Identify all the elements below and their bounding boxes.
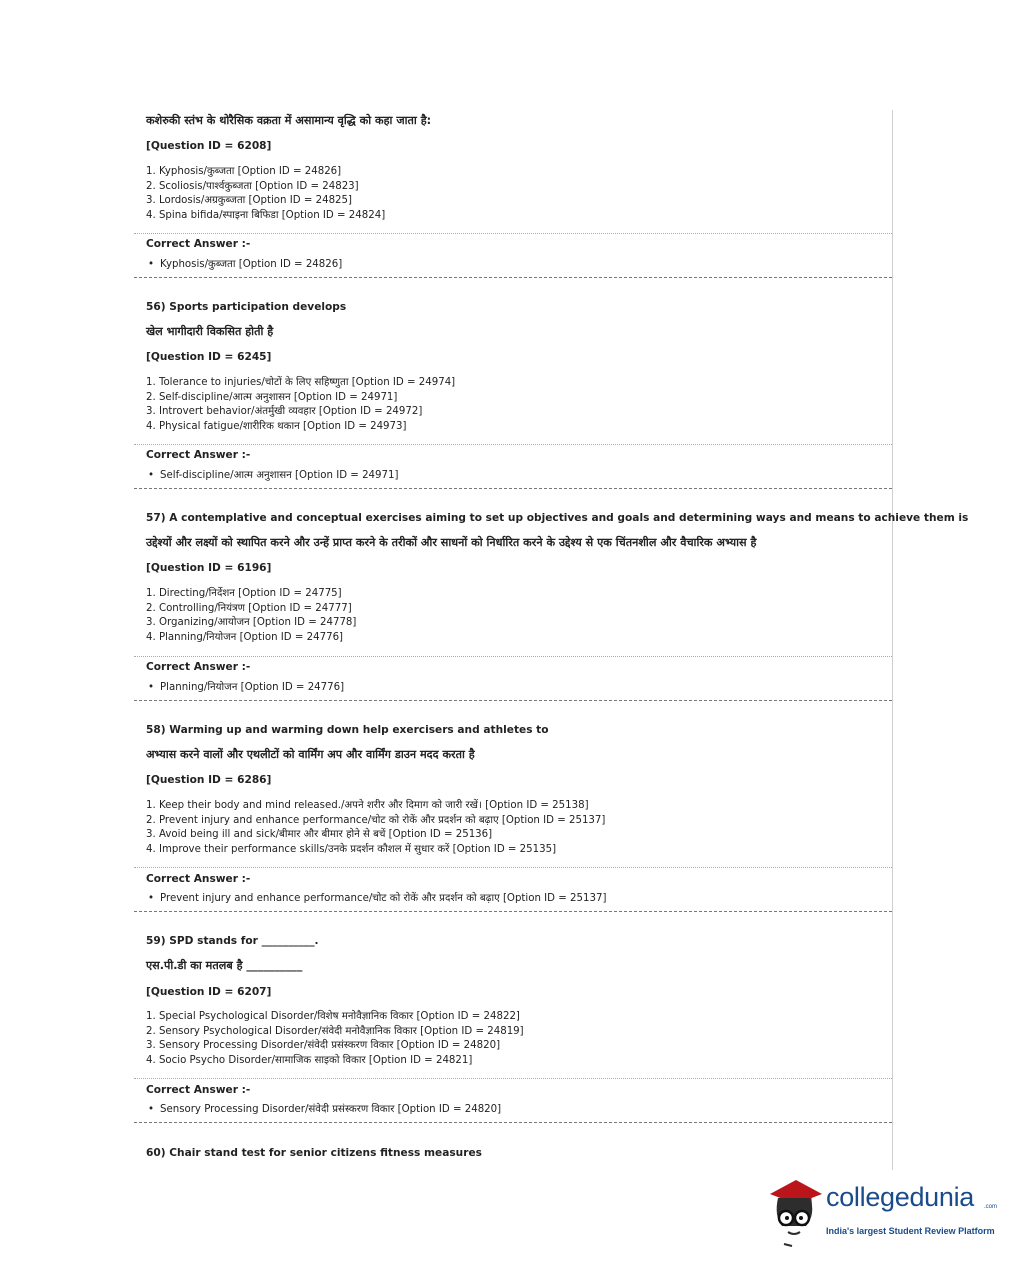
correct-answer: • Self-discipline/आत्म अनुशासन [Option ID = 24971]: [148, 467, 398, 481]
option-3: 3. Organizing/आयोजन [Option ID = 24778]: [146, 617, 357, 629]
correct-answer-label: Correct Answer :-: [146, 661, 251, 673]
question-separator: [134, 911, 892, 912]
question-hindi-text: अभ्यास करने वालों और एथलीटों को वार्मिंग अप और वार्मिंग डाउन मदद करता है: [146, 748, 475, 761]
option-1: 1. Kyphosis/कुब्जता [Option ID = 24826]: [146, 166, 342, 177]
graduate-mascot-icon: [766, 1176, 824, 1248]
option-2: 2. Self-discipline/आत्म अनुशासन [Option ID = 24971]: [146, 391, 398, 403]
option-3: 3. Avoid being ill and sick/बीमार और बीमार होने से बचें [Option ID = 25136]: [146, 829, 493, 841]
option-2: 2. Controlling/नियंत्रण [Option ID = 24777]: [146, 602, 352, 614]
option-4: 4. Planning/नियोजन [Option ID = 24776]: [146, 632, 344, 644]
option-2: 2. Sensory Psychological Disorder/संवेदी मनोवैज्ञानिक विकार [Option ID = 24819]: [146, 1025, 524, 1037]
option-1: 1. Special Psychological Disorder/विशेष मनोवैज्ञानिक विकार [Option ID = 24822]: [146, 1011, 520, 1022]
option-1: 1. Directing/निर्देशन [Option ID = 24775]: [146, 588, 342, 599]
option-3: 3. Introvert behavior/अंतर्मुखी व्यवहार [Option ID = 24972]: [146, 406, 423, 418]
option-3: 3. Lordosis/अग्रकुब्जता [Option ID = 24825]: [146, 195, 352, 207]
option-4: 4. Physical fatigue/शारीरिक थकान [Option ID = 24973]: [146, 421, 407, 433]
option-3: 3. Sensory Processing Disorder/संवेदी प्रसंस्करण विकार [Option ID = 24820]: [146, 1040, 501, 1052]
option-4: 4. Improve their performance skills/उनके प्रदर्शन कौशल में सुधार करें [Option ID = 25135]: [146, 844, 557, 856]
correct-answer-label: Correct Answer :-: [146, 1084, 251, 1096]
question-separator: [134, 277, 892, 278]
question-hindi-text: खेल भागीदारी विकसित होती है: [146, 325, 274, 338]
question-title: 58) Warming up and warming down help exercisers and athletes to: [146, 724, 549, 736]
correct-answer: • Prevent injury and enhance performance/चोट को रोकें और प्रदर्शन को बढ़ाए [Option ID = 25137]: [148, 890, 606, 904]
question-id: [Question ID = 6286]: [146, 774, 272, 786]
question-title: 59) SPD stands for __________.: [146, 935, 319, 947]
question-title: 60) Chair stand test for senior citizens fitness measures: [146, 1147, 482, 1159]
question-id: [Question ID = 6245]: [146, 351, 272, 363]
correct-answer: • Planning/नियोजन [Option ID = 24776]: [148, 679, 344, 693]
option-4: 4. Spina bifida/स्पाइना बिफिडा [Option ID = 24824]: [146, 210, 386, 222]
option-4: 4. Socio Psycho Disorder/सामाजिक साइको विकार [Option ID = 24821]: [146, 1055, 473, 1067]
page-right-border: [892, 110, 893, 1170]
correct-answer: • Sensory Processing Disorder/संवेदी प्रसंस्करण विकार [Option ID = 24820]: [148, 1101, 501, 1115]
question-title: 57) A contemplative and conceptual exercises aiming to set up objectives and goals and determining ways and means to achieve them is: [146, 512, 969, 524]
option-1: 1. Tolerance to injuries/चोटों के लिए सहिष्णुता [Option ID = 24974]: [146, 377, 456, 388]
correct-answer: • Kyphosis/कुब्जता [Option ID = 24826]: [148, 256, 342, 270]
logo-wordmark: collegedunia: [826, 1182, 975, 1212]
question-title: 56) Sports participation develops: [146, 301, 347, 313]
option-2: 2. Scoliosis/पार्श्वकुब्जता [Option ID = 24823]: [146, 180, 359, 192]
option-1: 1. Keep their body and mind released./अपने शरीर और दिमाग को जारी रखें। [Option ID = 25138]: [146, 800, 589, 811]
answer-separator: [134, 233, 892, 234]
logo-tagline: India's largest Student Review Platform: [826, 1226, 995, 1236]
answer-separator: [134, 444, 892, 445]
question-hindi-text: कशेरुकी स्तंभ के थोरैसिक वक्रता में असामान्य वृद्धि को कहा जाता है:: [146, 114, 432, 127]
correct-answer-label: Correct Answer :-: [146, 873, 251, 885]
question-id: [Question ID = 6196]: [146, 562, 272, 574]
answer-separator: [134, 867, 892, 868]
question-separator: [134, 1122, 892, 1123]
question-id: [Question ID = 6208]: [146, 140, 272, 152]
correct-answer-label: Correct Answer :-: [146, 449, 251, 461]
question-separator: [134, 700, 892, 701]
option-2: 2. Prevent injury and enhance performance/चोट को रोकें और प्रदर्शन को बढ़ाए [Option ID = 25137]: [146, 814, 606, 826]
correct-answer-label: Correct Answer :-: [146, 238, 251, 250]
question-id: [Question ID = 6207]: [146, 986, 272, 998]
answer-separator: [134, 656, 892, 657]
question-separator: [134, 488, 892, 489]
question-hindi-text: एस.पी.डी का मतलब है __________: [146, 959, 303, 972]
question-hindi-text: उद्देश्यों और लक्ष्यों को स्थापित करने और उन्हें प्राप्त करने के तरीकों और साधनों को निर्धारित करने के उद्देश्य से एक चिंतनशील और वैचारिक अभ्यास है: [146, 536, 757, 549]
answer-separator: [134, 1078, 892, 1079]
collegedunia-logo: [766, 1176, 996, 1248]
logo-dotcom: .com: [984, 1204, 998, 1210]
